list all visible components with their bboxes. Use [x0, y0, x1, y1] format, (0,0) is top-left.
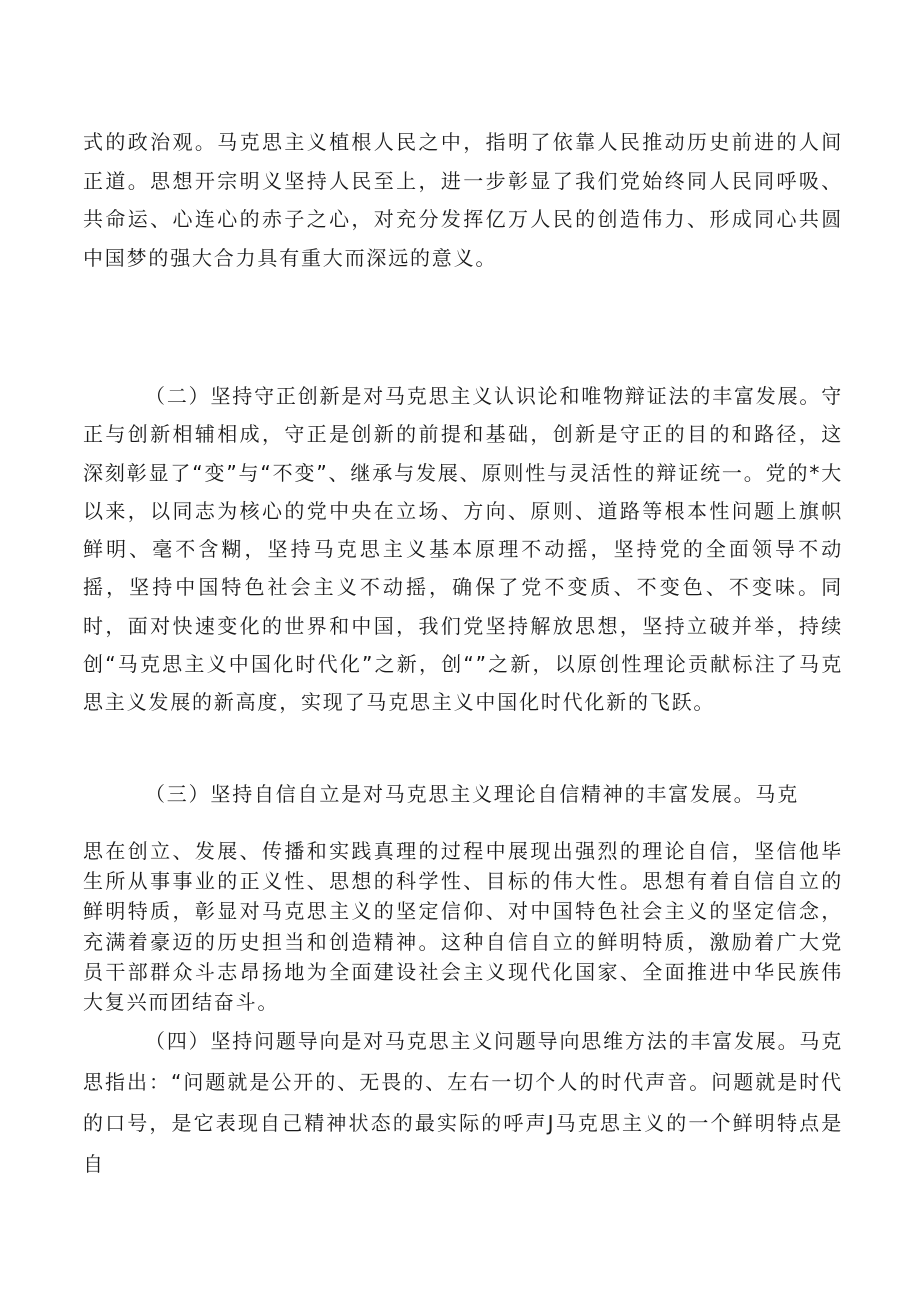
- paragraph-section-four: （四）坚持问题导向是对马克思主义问题导向思维方法的丰富发展。马克思指出：“问题就是公开的、无畏的、左右一切个人的时代声音。问题就是时代的口号，是它表现自己精神状态的最实际的呼声J马克思主义的一个鲜明特点是自: [83, 1029, 843, 1176]
- paragraph-section-three-heading: （三）坚持自信自立是对马克思主义理论自信精神的丰富发展。马克: [145, 782, 799, 806]
- paragraph-continuation: 式的政治观。马克思主义植根人民之中，指明了依靠人民推动历史前进的人间正道。思想开宗明义坚持人民至上，进一步彰显了我们党始终同人民同呼吸、共命运、心连心的赤子之心，对充分发挥亿万人民的创造伟力、形成同心共圆中国梦的强大合力具有重大而深远的意义。: [83, 130, 843, 270]
- paragraph-section-three-body: 思在创立、发展、传播和实践真理的过程中展现出强烈的理论自信，坚信他毕生所从事事业的正义性、思想的科学性、目标的伟大性。思想有着自信自立的鲜明特质，彰显对马克思主义的坚定信仰、对中国特色社会主义的坚定信念，充满着豪迈的历史担当和创造精神。这种自信自立的鲜明特质，激励着广大党员干部群众斗志昂扬地为全面建设社会主义现代化国家、全面推进中华民族伟大复兴而团结奋斗。: [83, 839, 843, 1015]
- paragraph-section-two: （二）坚持守正创新是对马克思主义认识论和唯物辩证法的丰富发展。守正与创新相辅相成，守正是创新的前提和基础，创新是守正的目的和路径，这深刻彰显了“变”与“不变”、继承与发展、原则性与灵活性的辩证统一。党的*大以来，以同志为核心的党中央在立场、方向、原则、道路等根本性问题上旗帜鲜明、毫不含糊，坚持马克思主义基本原理不动摇，坚持党的全面领导不动摇，坚持中国特色社会主义不动摇，确保了党不变质、不变色、不变味。同时，面对快速变化的世界和中国，我们党坚持解放思想，坚持立破并举，持续创“马克思主义中国化时代化”之新，创“”之新，以原创性理论贡献标注了马克思主义发展的新高度，实现了马克思主义中国化时代化新的飞跃。: [83, 384, 843, 715]
